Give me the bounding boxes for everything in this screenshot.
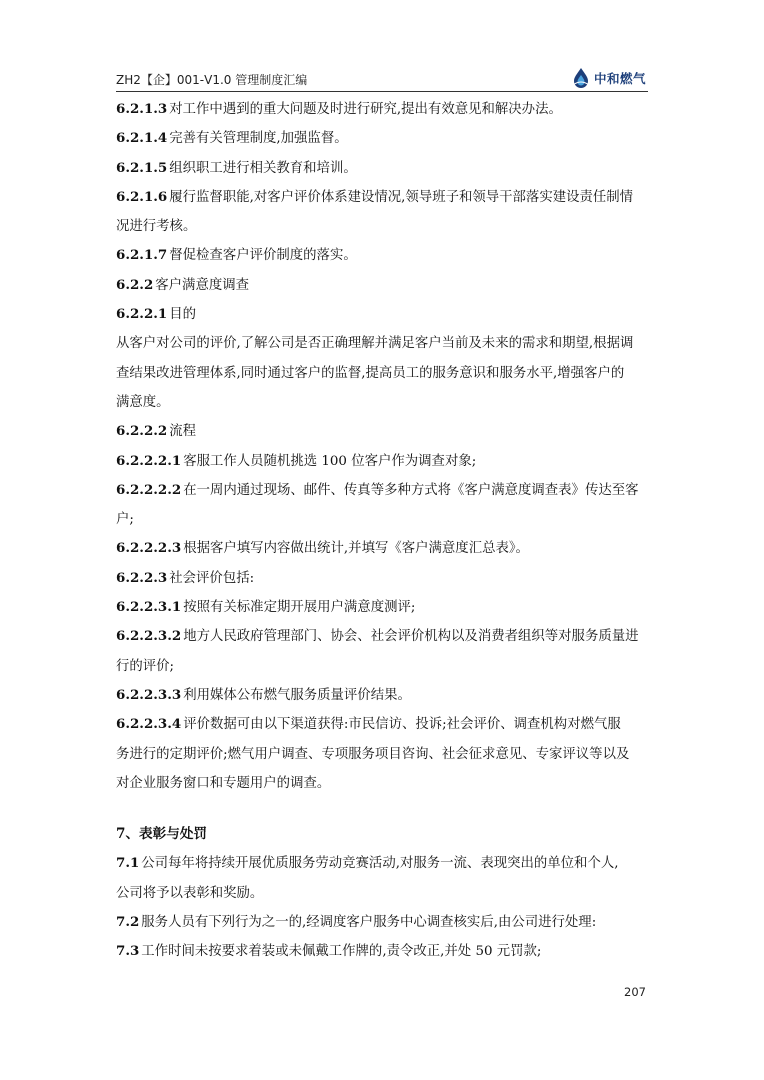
clause-text: 服务人员有下列行为之一的,经调度客户服务中心调查核实后,由公司进行处理: <box>141 915 597 931</box>
paragraph-line <box>116 505 650 534</box>
paragraph-line <box>116 622 650 651</box>
clause-text: 利用媒体公布燃气服务质量评价结果。 <box>183 687 411 703</box>
paragraph-line <box>116 271 650 300</box>
paragraph-line <box>116 183 650 212</box>
page-number: 207 <box>624 985 646 999</box>
paragraph-line <box>116 212 650 241</box>
clause-text: 客户满意度调查 <box>155 277 250 293</box>
page-header <box>116 64 648 92</box>
paragraph-line <box>116 300 650 329</box>
clause-text: 目的 <box>169 307 197 323</box>
header-rule <box>116 91 648 92</box>
paragraph-line <box>116 476 650 505</box>
paragraph-line <box>116 849 650 878</box>
clause-number: 7.2 <box>116 914 140 931</box>
logo-text: 中和燃气 <box>593 71 646 86</box>
paragraph-line <box>116 359 650 388</box>
paragraph-line <box>116 329 650 358</box>
flame-drop-icon <box>572 67 590 89</box>
clause-number: 6.2.2 <box>116 276 154 293</box>
paragraph-line <box>116 740 650 769</box>
content-block <box>116 95 650 798</box>
clause-number: 6.2.2.3.4 <box>116 716 182 733</box>
clause-number: 6.2.2.3.1 <box>116 599 182 616</box>
clause-text: 根据客户填写内容做出统计,并填写《客户满意度汇总表》。 <box>183 541 529 557</box>
paragraph-line <box>116 681 650 710</box>
paragraph-line <box>116 124 650 153</box>
document-body <box>116 95 650 967</box>
clause-text: 对企业服务窗口和专题用户的调查。 <box>116 775 331 791</box>
clause-number: 6.2.2.1 <box>116 306 168 323</box>
clause-text: 完善有关管理制度,加强监督。 <box>169 131 348 147</box>
paragraph-line <box>116 652 650 681</box>
clause-text: 满意度。 <box>116 394 170 410</box>
clause-text: 地方人民政府管理部门、协会、社会评价机构以及消费者组织等对服务质量进 <box>183 629 639 645</box>
section-title: 7、表彰与处罚 <box>116 826 208 843</box>
clause-number: 7.3 <box>116 943 140 960</box>
paragraph-line <box>116 879 650 908</box>
clause-number: 6.2.2.2.3 <box>116 540 182 557</box>
clause-number: 6.2.2.2.1 <box>116 452 182 469</box>
clause-text: 客服工作人员随机挑选 100 位客户作为调查对象; <box>183 453 477 469</box>
paragraph-line <box>116 241 650 270</box>
clause-text: 从客户对公司的评价,了解公司是否正确理解并满足客户当前及未来的需求和期望,根据调 <box>116 336 634 352</box>
clause-number: 6.2.1.4 <box>116 130 168 147</box>
paragraph-line <box>116 937 650 966</box>
paragraph-line <box>116 447 650 476</box>
clause-text: 行的评价; <box>116 658 175 674</box>
paragraph-line <box>116 95 650 124</box>
clause-number: 6.2.2.3.2 <box>116 628 182 645</box>
clause-number: 6.2.1.6 <box>116 188 168 205</box>
clause-number: 6.2.1.7 <box>116 247 168 264</box>
clause-text: 户; <box>116 512 134 528</box>
clause-text: 组织职工进行相关教育和培训。 <box>169 160 357 176</box>
company-logo <box>572 67 646 89</box>
clause-text: 流程 <box>169 424 197 440</box>
paragraph-line <box>116 564 650 593</box>
clause-number: 6.2.2.3.3 <box>116 686 182 703</box>
clause-text: 况进行考核。 <box>116 219 197 235</box>
clause-number: 6.2.1.3 <box>116 101 168 117</box>
clause-number: 6.2.2.2 <box>116 423 168 440</box>
clause-text: 督促检查客户评价制度的落实。 <box>169 248 357 264</box>
paragraph-line <box>116 534 650 563</box>
clause-text: 公司每年将持续开展优质服务劳动竞赛活动,对服务一流、表现突出的单位和个人, <box>141 856 619 872</box>
clause-number: 6.2.2.2.2 <box>116 481 182 498</box>
clause-number: 7.1 <box>116 855 140 872</box>
paragraph-line <box>116 769 650 798</box>
clause-text: 查结果改进管理体系,同时通过客户的监督,提高员工的服务意识和服务水平,增强客户的 <box>116 365 625 381</box>
clause-number: 6.2.2.3 <box>116 569 168 586</box>
document-title: ZH2【企】001-V1.0 管理制度汇编 <box>116 73 308 87</box>
clause-text: 履行监督职能,对客户评价体系建设情况,领导班子和领导干部落实建设责任制情 <box>169 189 634 205</box>
paragraph-line <box>116 388 650 417</box>
clause-text: 公司将予以表彰和奖励。 <box>116 885 264 901</box>
clause-text: 务进行的定期评价;燃气用户调查、专项服务项目咨询、社会征求意见、专家评议等以及 <box>116 746 630 762</box>
clause-number: 6.2.1.5 <box>116 159 168 176</box>
clause-text: 按照有关标准定期开展用户满意度测评; <box>183 600 416 616</box>
clause-text: 工作时间未按要求着装或未佩戴工作牌的,责令改正,并处 50 元罚款; <box>141 944 542 960</box>
paragraph-line <box>116 417 650 446</box>
clause-text: 对工作中遇到的重大问题及时进行研究,提出有效意见和解决办法。 <box>169 102 562 117</box>
section-content-block <box>116 849 650 966</box>
paragraph-line <box>116 154 650 183</box>
clause-text: 评价数据可由以下渠道获得:市民信访、投诉;社会评价、调查机构对燃气服 <box>183 717 621 733</box>
paragraph-line <box>116 908 650 937</box>
paragraph-line <box>116 593 650 622</box>
clause-text: 在一周内通过现场、邮件、传真等多种方式将《客户满意度调查表》传达至客 <box>183 482 639 498</box>
paragraph-line <box>116 710 650 739</box>
section-gap <box>116 798 650 820</box>
clause-text: 社会评价包括: <box>169 570 255 586</box>
